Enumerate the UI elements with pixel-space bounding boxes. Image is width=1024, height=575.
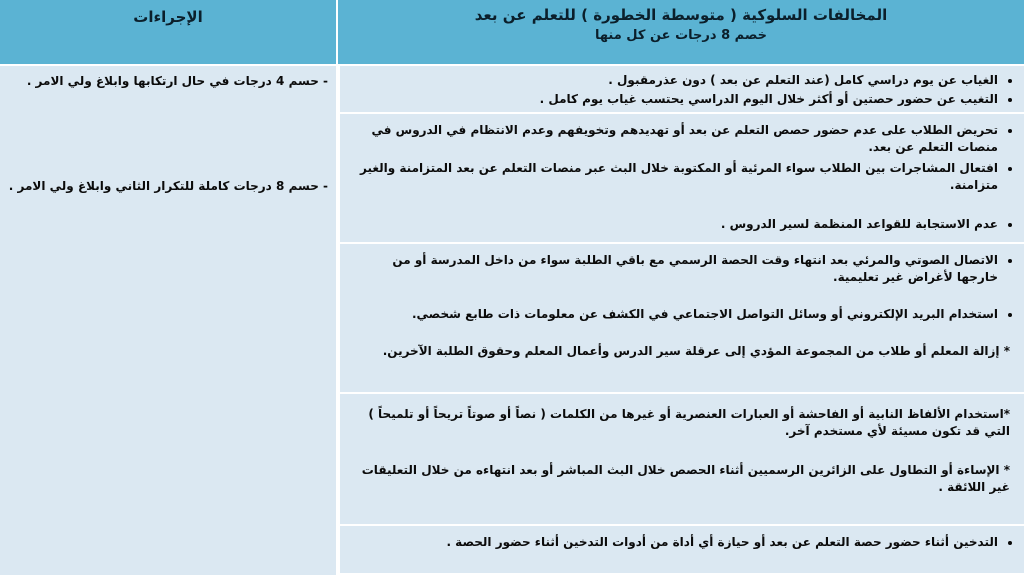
list-item: • التدخين أثناء حضور حصة التعلم عن بعد أو حيازة أي أداة من أدوات التدخين أثناء حضور الحصة . — [348, 534, 998, 551]
violation-star-item: *استخدام الألفاظ النابية أو الفاحشة أو العبارات العنصرية أو غيرها من الكلمات ( نصاً أو صوتاً تريحاً أو تلميحاً ) التي قد تكون مسيئة لأي مستخدم آخر. — [368, 407, 1010, 438]
violation-list — [340, 252, 1024, 323]
action-second-offense: - حسم 8 درجات كاملة للتكرار الثاني وابلاغ ولي الامر . — [8, 179, 328, 193]
violation-list — [340, 72, 1024, 108]
table-row — [338, 394, 1024, 526]
actions-header-cell — [0, 0, 336, 64]
violations-header-cell — [336, 0, 1024, 64]
list-item: • عدم الاستجابة للقواعد المنظمة لسير الدروس . — [348, 216, 998, 233]
list-item: • تحريض الطلاب على عدم حضور حصص التعلم عن بعد أو تهديدهم وتخويفهم وعدم الانتظام في الدروس في منصات التعلم عن بعد. — [348, 122, 998, 156]
actions-column — [0, 66, 336, 575]
table-header — [0, 0, 1024, 66]
actions-title: الإجراءات — [133, 8, 203, 26]
table-row — [338, 244, 1024, 394]
list-item: • استخدام البريد الإلكتروني أو وسائل التواصل الاجتماعي في الكشف عن معلومات ذات طابع شخصي. — [348, 306, 998, 323]
violation-star-item: * إزالة المعلم أو طلاب من المجموعة المؤدي إلى عرقلة سير الدرس وأعمال المعلم وحقوق الطلبة الآخرين. — [382, 344, 1010, 358]
table-row — [338, 66, 1024, 114]
action-first-offense: - حسم 4 درجات في حال ارتكابها وابلاغ ولي الامر . — [26, 74, 328, 88]
table-row — [338, 114, 1024, 244]
violations-subtitle: خصم 8 درجات عن كل منها — [594, 28, 768, 43]
list-item: • التغيب عن حضور حصتين أو أكثر خلال اليوم الدراسي يحتسب غياب يوم كامل . — [348, 91, 998, 108]
list-item: • الغياب عن يوم دراسي كامل (عند التعلم عن بعد ) دون عذرمقبول . — [348, 72, 998, 89]
list-item: • الاتصال الصوتي والمرئي بعد انتهاء وقت الحصة الرسمي مع باقي الطلبة سواء من داخل المدرسة أو من خارجها لأغراض غير تعليمية. — [348, 252, 998, 286]
violations-title: المخالفات السلوكية ( متوسطة الخطورة ) للتعلم عن بعد — [474, 6, 888, 24]
violation-list — [340, 122, 1024, 233]
list-item: • افتعال المشاجرات بين الطلاب سواء المرئية أو المكتوبة خلال البث عبر منصات التعلم عن بعد المتزامنة والغير متزامنة. — [348, 160, 998, 194]
violation-star-item: * الإساءة أو التطاول على الزائرين الرسميين أثناء الحصص خلال البث المباشر أو بعد انتهاءه من خلال التعليقات غير اللائقة . — [361, 463, 1010, 494]
violation-list — [340, 534, 1024, 551]
table-row — [338, 526, 1024, 575]
